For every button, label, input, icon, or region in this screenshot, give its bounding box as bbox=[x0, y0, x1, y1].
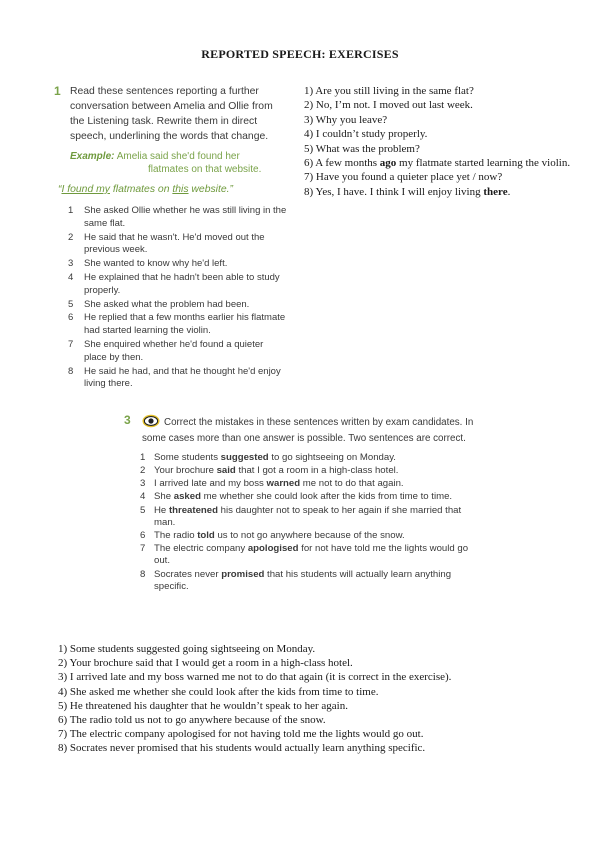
answer-line: 2) Your brochure said that I would get a room in a high-class hotel. bbox=[58, 657, 353, 670]
answers-3 bbox=[58, 642, 578, 756]
item-text: She wanted to know why he'd left. bbox=[84, 258, 228, 270]
underlined-words: I found my bbox=[61, 184, 110, 195]
item-number: 5 bbox=[68, 298, 74, 310]
list-item bbox=[68, 299, 288, 312]
exercise-number: 1 bbox=[54, 84, 61, 98]
list-item bbox=[68, 205, 288, 231]
answer-line bbox=[304, 185, 572, 199]
list-item bbox=[68, 258, 288, 271]
exercise-number: 3 bbox=[124, 413, 131, 427]
answer-line: 3) Why you leave? bbox=[304, 113, 388, 126]
exercise-3-list bbox=[124, 452, 480, 593]
example bbox=[48, 150, 288, 176]
list-item bbox=[140, 452, 480, 464]
exercise-instruction: Read these sentences reporting a further conversation between Amelia and Ollie from the Listening task. Rewrite them in direct speech, underlining the words that change. bbox=[70, 86, 273, 142]
answer-line: 1) Are you still living in the same flat? bbox=[304, 85, 474, 97]
item-text: Your brochure said that I got a room in a high-class hotel. bbox=[154, 465, 399, 477]
answer-text: 6) A few months bbox=[304, 157, 380, 170]
answer-line: 8) Socrates never promised that his students would actually learn anything specific. bbox=[58, 742, 426, 755]
item-number: 6 bbox=[140, 530, 146, 542]
reporting-verb: warned bbox=[266, 478, 301, 490]
reporting-verb: suggested bbox=[220, 451, 269, 463]
exercise-1 bbox=[48, 84, 288, 392]
item-text: He said that he wasn't. He'd moved out the previous week. bbox=[84, 231, 265, 256]
item-number: 4 bbox=[68, 271, 74, 283]
eye-icon bbox=[142, 414, 160, 432]
list-item bbox=[140, 569, 480, 593]
exercise-1-header bbox=[48, 84, 288, 144]
list-item bbox=[140, 530, 480, 542]
list-item bbox=[140, 478, 480, 490]
list-item bbox=[68, 272, 288, 298]
answer-line: 2) No, I’m not. I moved out last week. bbox=[304, 99, 473, 112]
reporting-verb: asked bbox=[173, 491, 201, 503]
item-text: She enquired whether he'd found a quieter place by then. bbox=[84, 338, 264, 363]
item-number: 3 bbox=[68, 258, 74, 270]
item-number: 7 bbox=[68, 338, 74, 350]
item-text: Socrates never promised that his students will actually learn anything specific. bbox=[154, 568, 452, 592]
example-answer-text: website.” bbox=[188, 184, 233, 195]
item-text: The radio told us to not go anywhere because of the snow. bbox=[154, 530, 405, 542]
answer-line: 6) The radio told us not to go anywhere because of the snow. bbox=[58, 714, 326, 727]
reporting-verb: apologised bbox=[247, 543, 299, 555]
item-number: 6 bbox=[68, 312, 74, 324]
quote-mark: “ bbox=[58, 184, 62, 195]
answer-line: 3) I arrived late and my boss warned me not to do that again (it is correct in the exercise). bbox=[58, 671, 452, 684]
item-text: She asked what the problem had been. bbox=[84, 298, 250, 310]
list-item bbox=[140, 505, 480, 529]
item-number: 8 bbox=[140, 568, 146, 580]
answer-bold: there bbox=[483, 185, 508, 198]
answer-text: . bbox=[507, 185, 511, 198]
item-number: 1 bbox=[140, 451, 146, 463]
list-item bbox=[68, 366, 288, 392]
example-answer bbox=[48, 184, 288, 195]
example-text: Amelia said she'd found her bbox=[116, 151, 240, 162]
answer-bold: ago bbox=[379, 157, 397, 170]
list-item bbox=[140, 465, 480, 477]
answer-line bbox=[304, 156, 572, 170]
list-item bbox=[140, 491, 480, 503]
item-number: 2 bbox=[68, 231, 74, 243]
answer-line: 7) The electric company apologised for not having told me the lights would go out. bbox=[58, 728, 424, 741]
item-number: 8 bbox=[68, 365, 74, 377]
list-item bbox=[68, 312, 288, 338]
answer-line: 5) He threatened his daughter that he wouldn’t speak to her again. bbox=[58, 699, 348, 712]
answer-text: 8) Yes, I have. I think I will enjoy living bbox=[304, 185, 484, 198]
answer-text: my flatmate started learning the violin. bbox=[396, 157, 571, 170]
reporting-verb: promised bbox=[221, 568, 265, 580]
answer-line: 5) What was the problem? bbox=[304, 142, 420, 155]
exercise-3-header bbox=[124, 414, 480, 446]
exercise-1-list bbox=[48, 205, 288, 391]
list-item bbox=[68, 232, 288, 258]
item-text: She asked Ollie whether he was still living in the same flat. bbox=[84, 205, 287, 229]
item-text: He replied that a few months earlier his flatmate had started learning the violin. bbox=[84, 312, 286, 337]
answers-1 bbox=[304, 84, 572, 199]
reporting-verb: said bbox=[216, 465, 236, 477]
item-text: She asked me whether she could look after the kids from time to time. bbox=[154, 491, 453, 503]
answer-line: 4) I couldn’t study properly. bbox=[304, 128, 428, 141]
item-text: He explained that he hadn't been able to study properly. bbox=[84, 271, 280, 296]
item-number: 1 bbox=[68, 205, 74, 216]
example-text-cont: flatmates on that website. bbox=[148, 164, 262, 175]
reporting-verb: told bbox=[197, 530, 215, 542]
item-number: 5 bbox=[140, 504, 146, 516]
underlined-words: this bbox=[172, 184, 189, 195]
list-item bbox=[140, 543, 480, 567]
answer-line: 7) Have you found a quieter place yet / now? bbox=[304, 171, 503, 184]
exercise-instruction: Correct the mistakes in these sentences written by exam candidates. In some cases more than one answer is possible. Two sentences are correct. bbox=[142, 417, 474, 445]
item-text: I arrived late and my boss warned me not to do that again. bbox=[154, 478, 404, 490]
example-label: Example: bbox=[70, 151, 115, 162]
example-answer-text: flatmates on bbox=[109, 184, 173, 195]
item-number: 4 bbox=[140, 491, 146, 503]
answer-line: 1) Some students suggested going sightseeing on Monday. bbox=[58, 643, 316, 655]
reporting-verb: threatened bbox=[168, 504, 218, 516]
item-text: The electric company apologised for not have told me the lights would go out. bbox=[154, 543, 469, 567]
page-title: REPORTED SPEECH: EXERCISES bbox=[201, 47, 399, 61]
item-number: 2 bbox=[140, 465, 146, 477]
list-item bbox=[68, 339, 288, 365]
answer-line: 4) She asked me whether she could look after the kids from time to time. bbox=[58, 685, 379, 698]
exercise-3 bbox=[124, 414, 480, 594]
item-number: 3 bbox=[140, 478, 146, 490]
item-text: He said he had, and that he thought he'd enjoy living there. bbox=[84, 365, 281, 390]
item-number: 7 bbox=[140, 543, 146, 555]
item-text: Some students suggested to go sightseeing on Monday. bbox=[154, 451, 396, 463]
item-text: He threatened his daughter not to speak to her again if she married that man. bbox=[154, 504, 462, 528]
